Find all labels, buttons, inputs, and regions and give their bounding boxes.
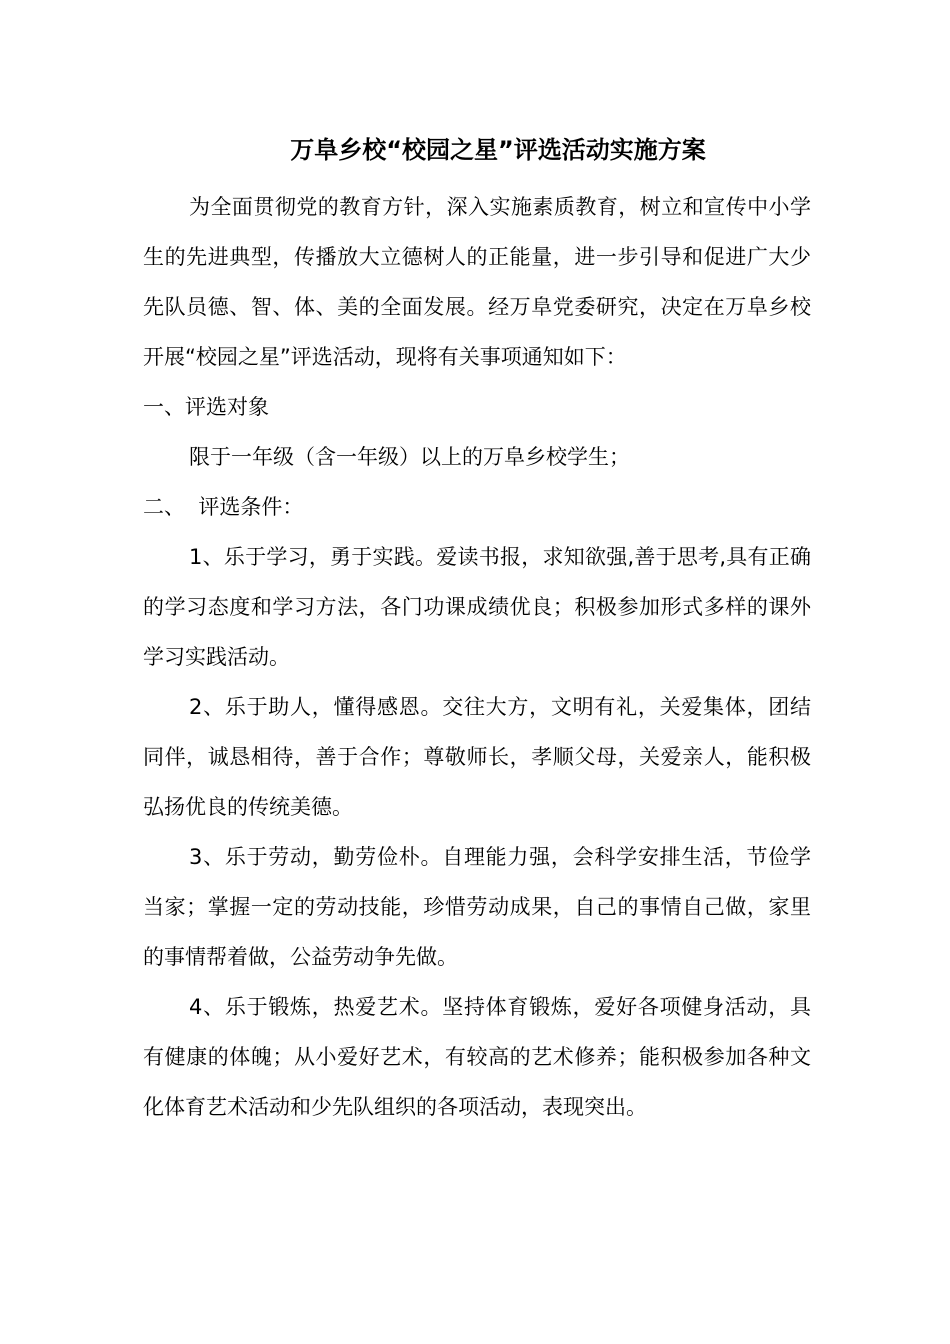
document-title: 万阜乡校“校园之星”评选活动实施方案 [290,136,706,164]
section-heading-targets: 一、评选对象 [143,395,269,419]
document-body [143,182,811,1132]
condition-item-4: 4、乐于锻炼，热爱艺术。坚持体育锻炼，爱好各项健身活动，具有健康的体魄；从小爱好艺术，有较高的艺术修养；能积极参加各种文化体育艺术活动和少先队组织的各项活动，表现突出。 [143,995,811,1119]
condition-item-2: 2、乐于助人，懂得感恩。交往大方，文明有礼，关爱集体，团结同伴，诚恳相待，善于合作；尊敬师长，孝顺父母，关爱亲人，能积极弘扬优良的传统美德。 [143,695,811,819]
intro-paragraph: 为全面贯彻党的教育方针，深入实施素质教育，树立和宣传中小学生的先进典型，传播放大立德树人的正能量，进一步引导和促进广大少先队员德、智、体、美的全面发展。经万阜党委研究，决定在万阜乡校开展“校园之星”评选活动，现将有关事项通知如下： [143,195,811,369]
condition-item-3: 3、乐于劳动，勤劳俭朴。自理能力强，会科学安排生活，节俭学当家；掌握一定的劳动技能，珍惜劳动成果，自己的事情自己做，家里的事情帮着做，公益劳动争先做。 [143,845,811,969]
targets-paragraph: 限于一年级（含一年级）以上的万阜乡校学生； [189,445,630,469]
section-heading-conditions: 二、 评选条件： [143,495,304,519]
condition-item-1: 1、乐于学习，勇于实践。爱读书报，求知欲强,善于思考,具有正确的学习态度和学习方法，各门功课成绩优良；积极参加形式多样的课外学习实践活动。 [143,545,811,669]
